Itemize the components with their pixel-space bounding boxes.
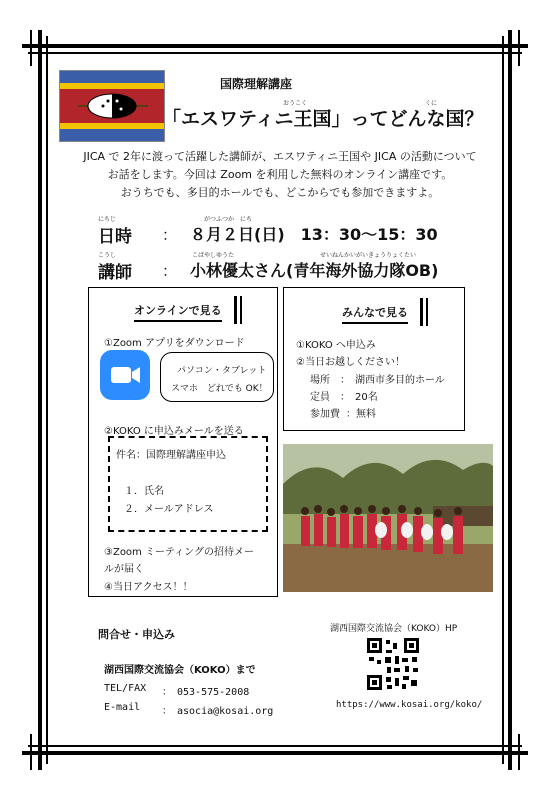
video-camera-icon xyxy=(100,350,150,400)
mail-template-box xyxy=(108,436,268,532)
event-title: 「エスワティニ王国」ってどんな国？ xyxy=(162,108,484,130)
contact-heading: 問合せ・申込み xyxy=(98,628,175,641)
tel-label: TEL/FAX xyxy=(104,683,147,694)
intro-line: おうちでも、多目的ホールでも、どこからでも参加できますよ。 xyxy=(120,186,440,199)
heading-tick xyxy=(240,296,242,324)
ruby-lecturer-name: こばやしゆうた xyxy=(192,252,235,259)
event-subtitle: 国際理解講座 xyxy=(220,77,293,91)
contact-org: 湖西国際交流協会（KOKO）まで xyxy=(104,665,256,676)
bubble-line: スマホ どれでも OK！ xyxy=(171,384,268,394)
dancers-photo xyxy=(283,444,493,592)
online-step2: ②KOKO に申込みメールを送る xyxy=(104,426,244,437)
online-step1: ①Zoom アプリをダウンロード xyxy=(104,338,245,349)
heading-tick xyxy=(426,298,428,326)
mail-subject: 件名：国際理解講座申込 xyxy=(116,450,226,461)
ruby-date-value: がつふつか にち xyxy=(204,216,253,223)
fee-label: 参加費 xyxy=(310,409,340,420)
eswatini-flag xyxy=(59,70,165,142)
heading-tick xyxy=(420,298,423,326)
website-url[interactable]: https://www.kosai.org/koko/ xyxy=(336,700,483,710)
online-step3-cont: ルが届く xyxy=(104,564,144,575)
heading-tick xyxy=(234,296,237,324)
ruby-kuni: くに xyxy=(425,100,438,107)
lecturer-colon: ： xyxy=(162,262,178,280)
together-heading: みんなで見る xyxy=(342,304,408,324)
intro-text xyxy=(80,148,480,202)
mail-item: １．氏名 xyxy=(124,486,164,497)
date-label: 日時 xyxy=(98,227,132,247)
capacity-label: 定員 xyxy=(310,392,330,403)
date-value: ８月２日(日) 13：30～15：30 xyxy=(190,225,438,244)
together-step1: ①KOKO へ申込み xyxy=(296,340,376,351)
mail-item: ２．メールアドレス xyxy=(124,504,214,515)
online-step4: ④当日アクセス！！ xyxy=(104,582,193,593)
intro-line: JICA で 2年に渡って活躍した講師が、エスワティニ王国や JICA の活動について xyxy=(83,150,477,163)
capacity-value: ： 20名 xyxy=(340,392,378,403)
bubble-line: パソコン・タブレット xyxy=(177,366,267,376)
together-step2: ②当日お越しください！ xyxy=(296,357,405,368)
ruby-oukoku: おうこく xyxy=(283,100,308,107)
ruby-lecturer-org: せいねんかいがいきょうりょくたい xyxy=(320,252,417,259)
speech-bubble xyxy=(160,352,274,402)
date-colon: ： xyxy=(162,226,178,244)
hp-label: 湖西国際交流協会（KOKO）HP xyxy=(330,624,458,634)
qr-code-icon[interactable] xyxy=(367,638,419,690)
intro-line: お話をします。今回は Zoom を利用した無料のオンライン講座です。 xyxy=(107,168,453,181)
shield-icon xyxy=(60,71,164,141)
tel-value: ： 053-575-2008 xyxy=(162,687,250,698)
email-value[interactable]: ： asocia@kosai.org xyxy=(162,706,274,717)
online-heading: オンラインで見る xyxy=(134,302,222,322)
online-step3: ③Zoom ミーティングの招待メー xyxy=(104,547,254,558)
email-label[interactable]: E-mail xyxy=(104,702,141,713)
place-value: ： 湖西市多目的ホール xyxy=(340,375,445,386)
lecturer-value: 小林優太さん(青年海外協力隊OB) xyxy=(190,261,439,280)
zoom-icon xyxy=(100,350,150,400)
lecturer-label: 講師 xyxy=(98,263,132,283)
fee-value: ：無料 xyxy=(346,409,376,420)
place-label: 場所 xyxy=(310,375,330,386)
ruby-lecturer-label: こうし xyxy=(98,252,117,259)
ruby-date-label: にちじ xyxy=(98,216,117,223)
